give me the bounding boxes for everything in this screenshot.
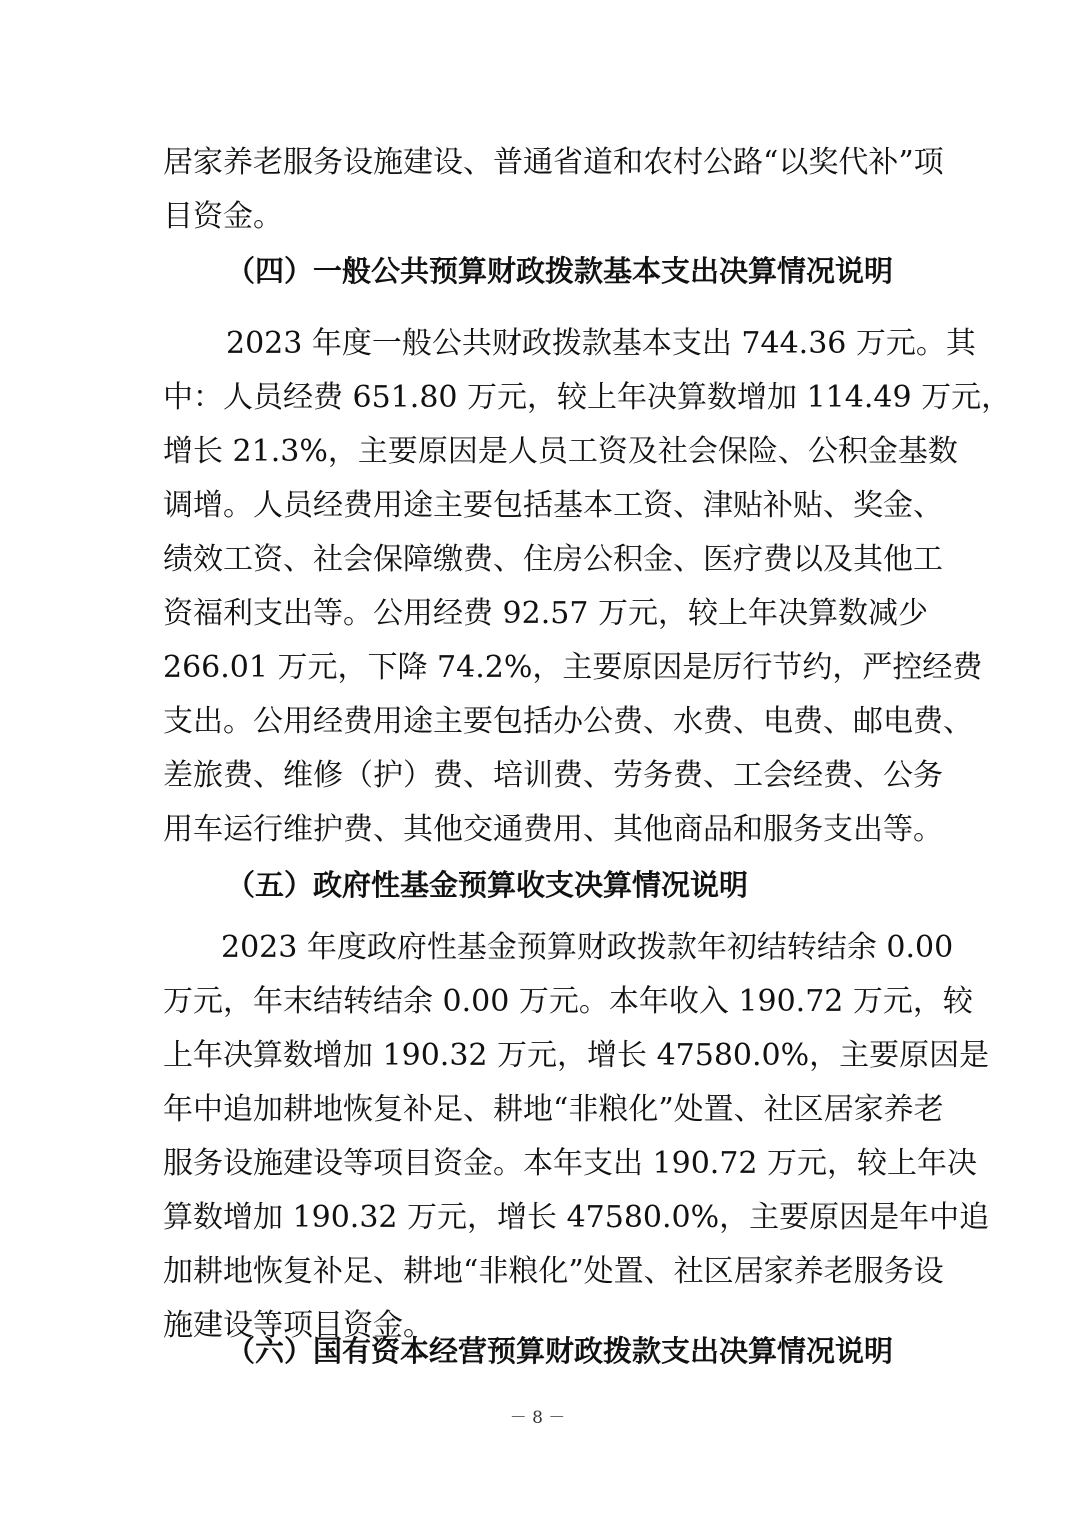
text-line: 调增。人员经费用途主要包括基本工资、津贴补贴、奖金、 — [163, 488, 943, 523]
text-line: 上年决算数增加 190.32 万元，增长 47580.0%，主要原因是 — [163, 1038, 990, 1073]
text-line: 用车运行维护费、其他交通费用、其他商品和服务支出等。 — [163, 812, 943, 847]
text-line: 资福利支出等。公用经费 92.57 万元，较上年决算数减少 — [163, 596, 928, 631]
section-heading-6: （六）国有资本经营预算财政拨款支出决算情况说明 — [226, 1334, 894, 1368]
text-line: 2023 年度一般公共财政拨款基本支出 744.36 万元。其 — [226, 326, 976, 361]
text-line: 加耕地恢复补足、耕地“非粮化”处置、社区居家养老服务设 — [163, 1254, 944, 1289]
section-heading-5: （五）政府性基金预算收支决算情况说明 — [226, 868, 749, 902]
section-heading-4: （四）一般公共预算财政拨款基本支出决算情况说明 — [226, 254, 894, 288]
text-line: 支出。公用经费用途主要包括办公费、水费、电费、邮电费、 — [163, 704, 973, 739]
text-line: 266.01 万元，下降 74.2%，主要原因是厉行节约，严控经费 — [163, 650, 983, 685]
text-line: 施建设等项目资金。 — [163, 1308, 433, 1343]
text-line: 2023 年度政府性基金预算财政拨款年初结转结余 0.00 — [221, 930, 954, 965]
text-line: 增长 21.3%，主要原因是人员工资及社会保险、公积金基数 — [163, 434, 958, 469]
text-line: 绩效工资、社会保障缴费、住房公积金、医疗费以及其他工 — [163, 542, 943, 577]
text-line: 居家养老服务设施建设、普通省道和农村公路“以奖代补”项 — [163, 145, 944, 180]
text-line: 年中追加耕地恢复补足、耕地“非粮化”处置、社区居家养老 — [163, 1092, 944, 1127]
text-line: 万元，年末结转结余 0.00 万元。本年收入 190.72 万元，较 — [163, 984, 973, 1019]
text-line: 目资金。 — [163, 199, 283, 234]
text-line: 中：人员经费 651.80 万元，较上年决算数增加 114.49 万元， — [163, 380, 1012, 415]
page-number: － 8 － — [509, 1408, 566, 1428]
text-line: 差旅费、维修（护）费、培训费、劳务费、工会经费、公务 — [163, 758, 943, 793]
text-line: 算数增加 190.32 万元，增长 47580.0%，主要原因是年中追 — [163, 1200, 990, 1235]
text-line: 服务设施建设等项目资金。本年支出 190.72 万元，较上年决 — [163, 1146, 978, 1181]
